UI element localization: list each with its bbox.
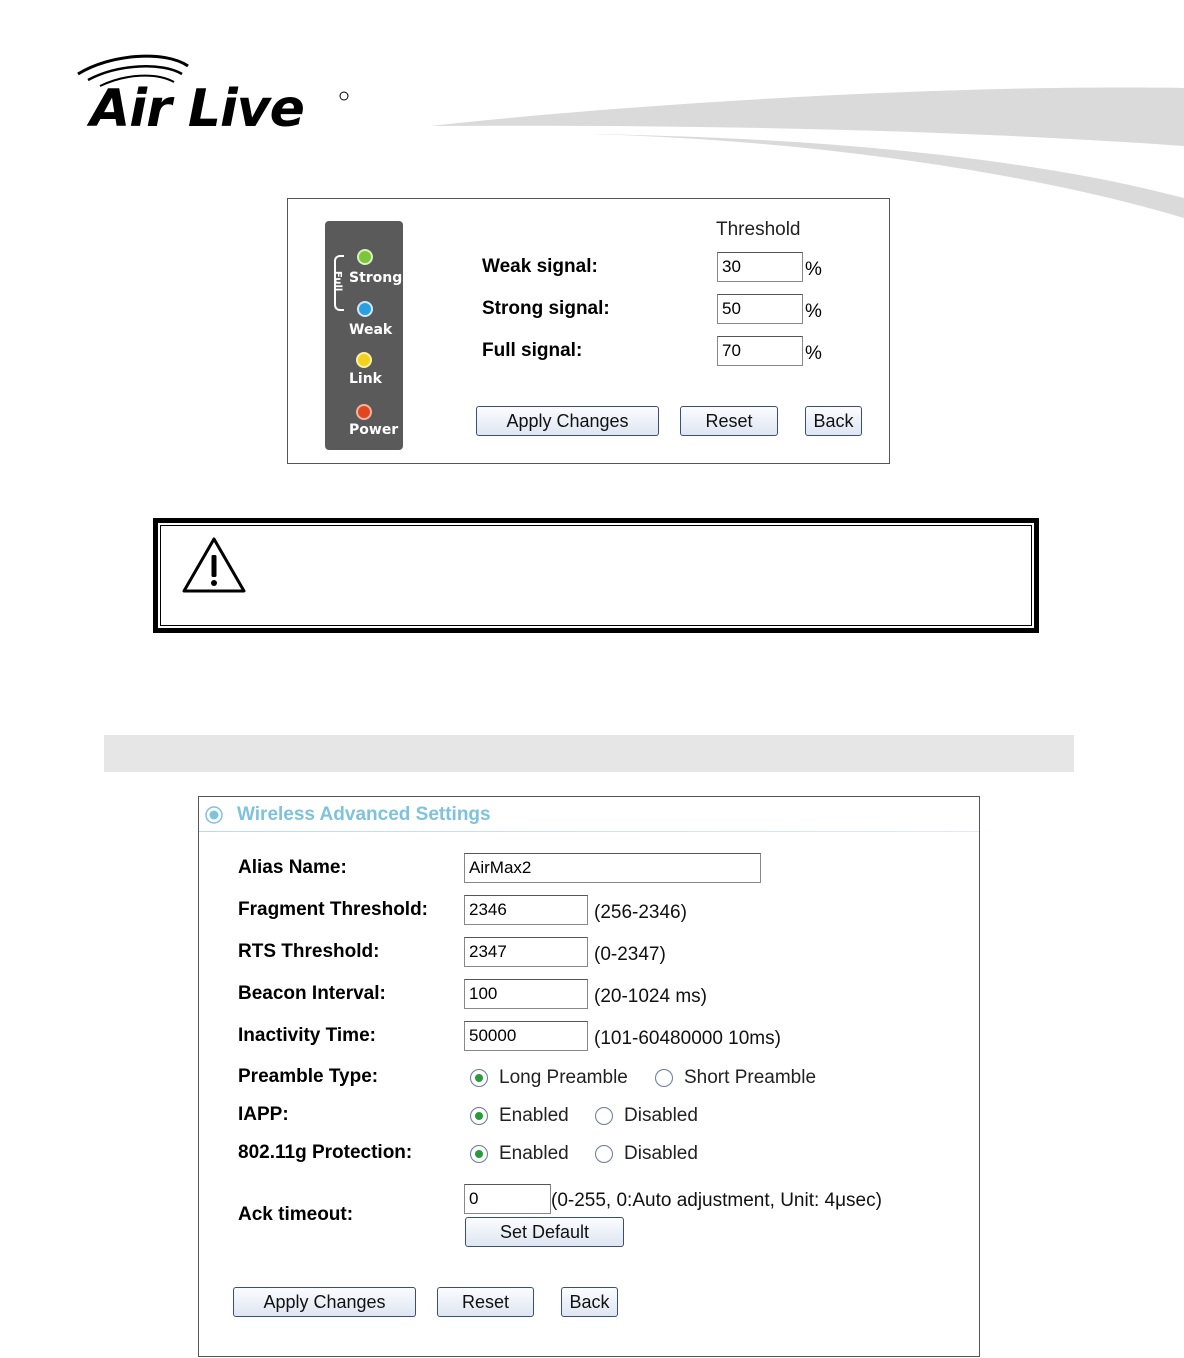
signal-threshold-panel [287,198,890,464]
strong-signal-input[interactable] [717,294,803,324]
short-preamble-label: Short Preamble [684,1067,817,1088]
set-default-button[interactable]: Set Default [465,1217,624,1247]
led-indicator-panel [325,221,403,450]
iapp-disabled-label: Disabled [624,1105,698,1126]
full-signal-unit: % [805,343,822,364]
rts-threshold-hint: (0-2347) [594,944,666,965]
ack-timeout-hint: (0-255, 0:Auto adjustment, Unit: 4μsec) [551,1190,882,1211]
iapp-disabled-radio[interactable] [595,1107,613,1125]
led-strong-label: Strong [349,270,403,286]
threshold-column-header: Threshold [716,219,801,240]
link-led-icon [356,352,372,368]
short-preamble-radio[interactable] [655,1069,673,1087]
long-preamble-radio[interactable] [470,1069,488,1087]
panel-title: Wireless Advanced Settings [237,804,491,825]
beacon-interval-hint: (20-1024 ms) [594,986,707,1007]
weak-led-icon [357,301,373,317]
iapp-label: IAPP: [238,1104,289,1125]
apply-changes-button[interactable]: Apply Changes [233,1287,416,1317]
warning-triangle-icon [180,535,248,595]
beacon-interval-label: Beacon Interval: [238,983,386,1004]
ack-timeout-label: Ack timeout: [238,1204,354,1225]
protection-enabled-label: Enabled [499,1143,569,1164]
airlive-logo [70,52,360,142]
alias-name-label: Alias Name: [238,857,347,878]
protection-disabled-radio[interactable] [595,1145,613,1163]
strong-signal-label: Strong signal: [482,298,610,319]
logo-text: Air Live [90,79,304,139]
led-link-label: Link [349,371,382,387]
strong-led-icon [357,249,373,265]
rts-threshold-label: RTS Threshold: [238,941,380,962]
inactivity-time-input[interactable] [464,1021,588,1051]
iapp-enabled-label: Enabled [499,1105,569,1126]
back-button[interactable]: Back [561,1287,618,1317]
led-power-label: Power [349,422,399,438]
threshold-apply-changes-button[interactable]: Apply Changes [476,406,659,436]
fragment-threshold-input[interactable] [464,895,588,925]
iapp-enabled-radio[interactable] [470,1107,488,1125]
protection-label: 802.11g Protection: [238,1142,413,1163]
ack-timeout-input[interactable] [464,1184,551,1214]
inactivity-time-hint: (101-60480000 10ms) [594,1028,781,1049]
protection-disabled-label: Disabled [624,1143,698,1164]
rts-threshold-input[interactable] [464,937,588,967]
weak-signal-unit: % [805,259,822,280]
warning-note-box [153,518,1039,633]
led-full-label: Full [332,271,343,292]
target-bullet-icon [205,806,223,824]
threshold-back-button[interactable]: Back [805,406,862,436]
beacon-interval-input[interactable] [464,979,588,1009]
strong-signal-unit: % [805,301,822,322]
reset-button[interactable]: Reset [437,1287,534,1317]
fragment-threshold-label: Fragment Threshold: [238,899,429,920]
inactivity-time-label: Inactivity Time: [238,1025,376,1046]
alias-name-input[interactable] [464,853,761,883]
fragment-threshold-hint: (256-2346) [594,902,687,923]
led-weak-label: Weak [349,322,393,338]
threshold-reset-button[interactable]: Reset [680,406,778,436]
power-led-icon [356,404,372,420]
warning-inner-border [160,525,1032,626]
protection-enabled-radio[interactable] [470,1145,488,1163]
weak-signal-label: Weak signal: [482,256,598,277]
full-signal-label: Full signal: [482,340,583,361]
section-heading-bar [104,735,1074,772]
weak-signal-input[interactable] [717,252,803,282]
preamble-type-label: Preamble Type: [238,1066,379,1087]
long-preamble-label: Long Preamble [499,1067,628,1088]
full-signal-input[interactable] [717,336,803,366]
wireless-advanced-settings-panel [198,796,980,1357]
title-divider [199,831,979,832]
